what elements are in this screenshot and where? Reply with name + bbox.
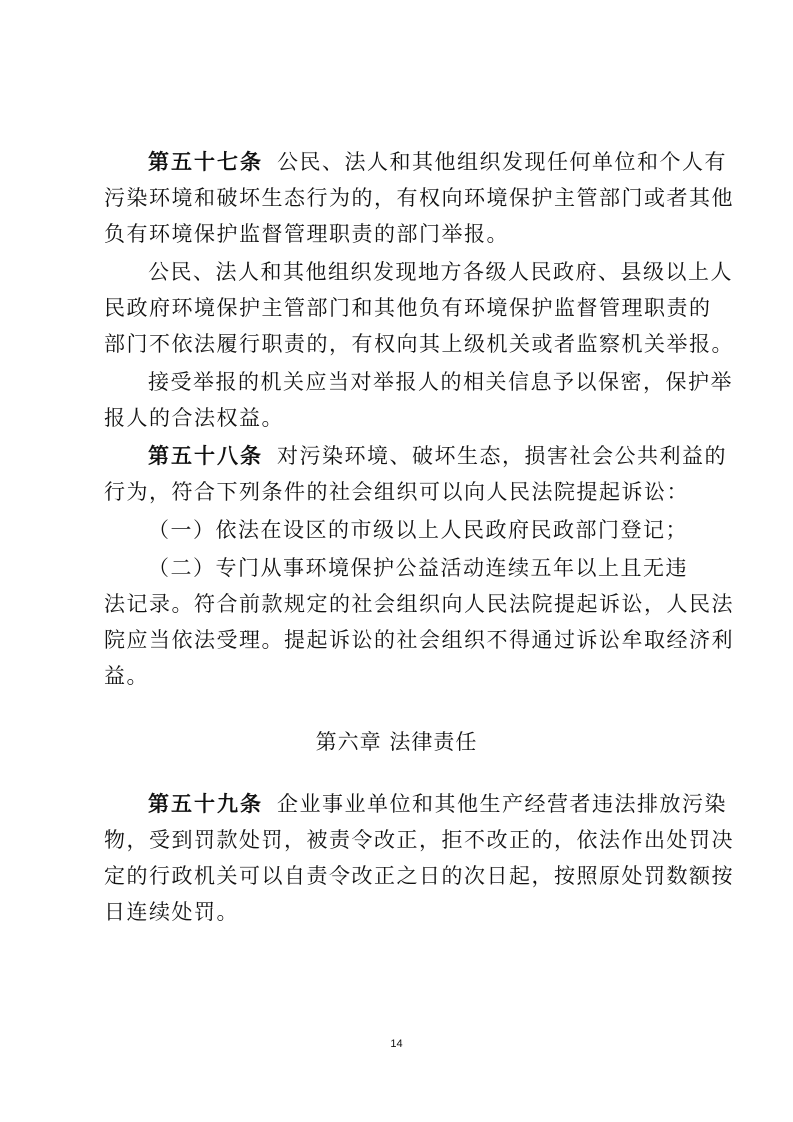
article-59-line-1 xyxy=(148,790,727,818)
article-59-line-3: 定的行政机关可以自责令改正之日的次日起，按照原处罚数额按 xyxy=(104,864,734,888)
article-58-item-2-line-1: （二）专门从事环境保护公益活动连续五年以上且无违 xyxy=(148,556,688,580)
article-58-line-1 xyxy=(148,442,727,470)
article-57-line-1 xyxy=(148,148,727,176)
chapter-heading: 第六章 法律责任 xyxy=(315,730,478,754)
article-59-text: 企业事业单位和其他生产经营者违法排放污染 xyxy=(277,792,727,816)
article-57-text: 公民、法人和其他组织发现任何单位和个人有 xyxy=(277,150,727,174)
article-57-line-2: 污染环境和破坏生态行为的，有权向环境保护主管部门或者其他 xyxy=(104,186,734,210)
article-57-para-2-line-2: 民政府环境保护主管部门和其他负有环境保护监督管理职责的 xyxy=(104,296,712,320)
article-58-line-2: 行为，符合下列条件的社会组织可以向人民法院提起诉讼： xyxy=(104,480,689,504)
article-58-item-2-line-3: 院应当依法受理。提起诉讼的社会组织不得通过诉讼牟取经济利 xyxy=(104,628,734,652)
article-57-line-3: 负有环境保护监督管理职责的部门举报。 xyxy=(104,222,509,246)
article-58-item-1: （一）依法在设区的市级以上人民政府民政部门登记； xyxy=(148,518,688,542)
article-57-para-3-line-1: 接受举报的机关应当对举报人的相关信息予以保密，保护举 xyxy=(148,370,733,394)
article-59-line-2: 物，受到罚款处罚，被责令改正，拒不改正的，依法作出处罚决 xyxy=(104,828,734,852)
article-57-para-2-line-3: 部门不依法履行职责的，有权向其上级机关或者监察机关举报。 xyxy=(104,332,734,356)
article-59-label: 第五十九条 xyxy=(148,792,263,816)
article-58-item-2-line-2: 法记录。符合前款规定的社会组织向人民法院提起诉讼，人民法 xyxy=(104,592,734,616)
article-58-text: 对污染环境、破坏生态，损害社会公共利益的 xyxy=(277,444,727,468)
page-number: 14 xyxy=(390,1038,403,1050)
article-58-item-2-line-4: 益。 xyxy=(104,664,149,688)
article-59-line-4: 日连续处罚。 xyxy=(104,900,239,924)
article-57-para-2-line-1: 公民、法人和其他组织发现地方各级人民政府、县级以上人 xyxy=(148,260,733,284)
article-58-label: 第五十八条 xyxy=(148,444,263,468)
article-57-para-3-line-2: 报人的合法权益。 xyxy=(104,406,284,430)
article-57-label: 第五十七条 xyxy=(148,150,263,174)
